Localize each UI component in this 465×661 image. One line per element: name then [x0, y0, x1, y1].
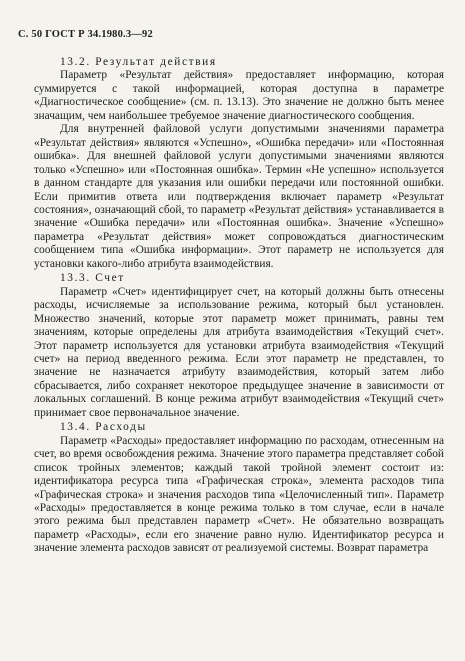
paragraph: Параметр «Расходы» предоставляет информацию по расходам, отнесенным на счет, во время освобождения режима. Значение этого параметра представляет собой список тройных элементов; каждый такой тройной элемент состоит из: идентификатора ресурса типа «Графическая строка», элемента расходов типа «Графическая строка» и значения расходов типа «Целочисленный тип». Параметр «Расходы» предоставляется в конце режима только в том случае, если в начале этого режима был представлен параметр «Счет». Не обязательно возвращать параметр «Расходы», если его значение равно нулю. Идентификатор ресурса и значение элемента расходов зависят от реализуемой системы. Возврат параметра — [34, 434, 444, 555]
section-heading-13-2: 13.2. Результат действия — [60, 56, 217, 68]
paragraph: Параметр «Результат действия» предоставляет информацию, которая суммируется с такой информацией, которая доступна в параметре «Диагностическое сообщение» (см. п. 13.13). Это значение не должно быть менее значащим, чем наибольшее требуемое значение диагностического сообщения. — [34, 69, 444, 122]
paragraph: Для внутренней файловой услуги допустимыми значениями параметра «Результат действия» являются «Успешно», «Ошибка передачи» или «Постоянная ошибка». Для внешней файловой услуги допустимыми значениями являются только «Успешно» или «Постоянная ошибка». Термин «Не успешно» используется в данном стандарте для указания или ошибки передачи или постоянной ошибки. Если примитив ответа или подтверждения включает параметр «Результат состояния», означающий сбой, то параметр «Результат действия» устанавливается в значение «Ошибка передачи» или «Постоянная ошибка». Значение «Успешно» параметра «Результат действия» может сопровождаться диагностическим сообщением типа «Ошибка информации». Этот параметр не используется для установки какого-либо атрибута взаимодействия. — [34, 123, 444, 270]
page-header: С. 50 ГОСТ Р 34.1980.3—92 — [18, 29, 153, 40]
section-heading-13-3: 13.3. Счет — [60, 272, 125, 285]
document-body — [34, 56, 444, 556]
paragraph: Параметр «Счет» идентифицирует счет, на который должны быть отнесены расходы, исчисляемые за использование режима, который был установлен. Множество значений, которые этот параметр может принимать, равны тем значениям, которые определены для атрибута взаимодействия «Текущий счет». Этот параметр используется для установки атрибута взаимодействия «Текущий счет» на период введенного режима. Если этот параметр не представлен, то значение не назначается атрибуту взаимодействия, который затем либо сбрасывается, либо сохраняет некоторое предыдущее значение в зависимости от локальных соглашений. В конце режима атрибут взаимодействия «Текущий счет» принимает свое первоначальное значение. — [34, 285, 444, 419]
section-heading-13-4: 13.4. Расходы — [60, 421, 147, 434]
